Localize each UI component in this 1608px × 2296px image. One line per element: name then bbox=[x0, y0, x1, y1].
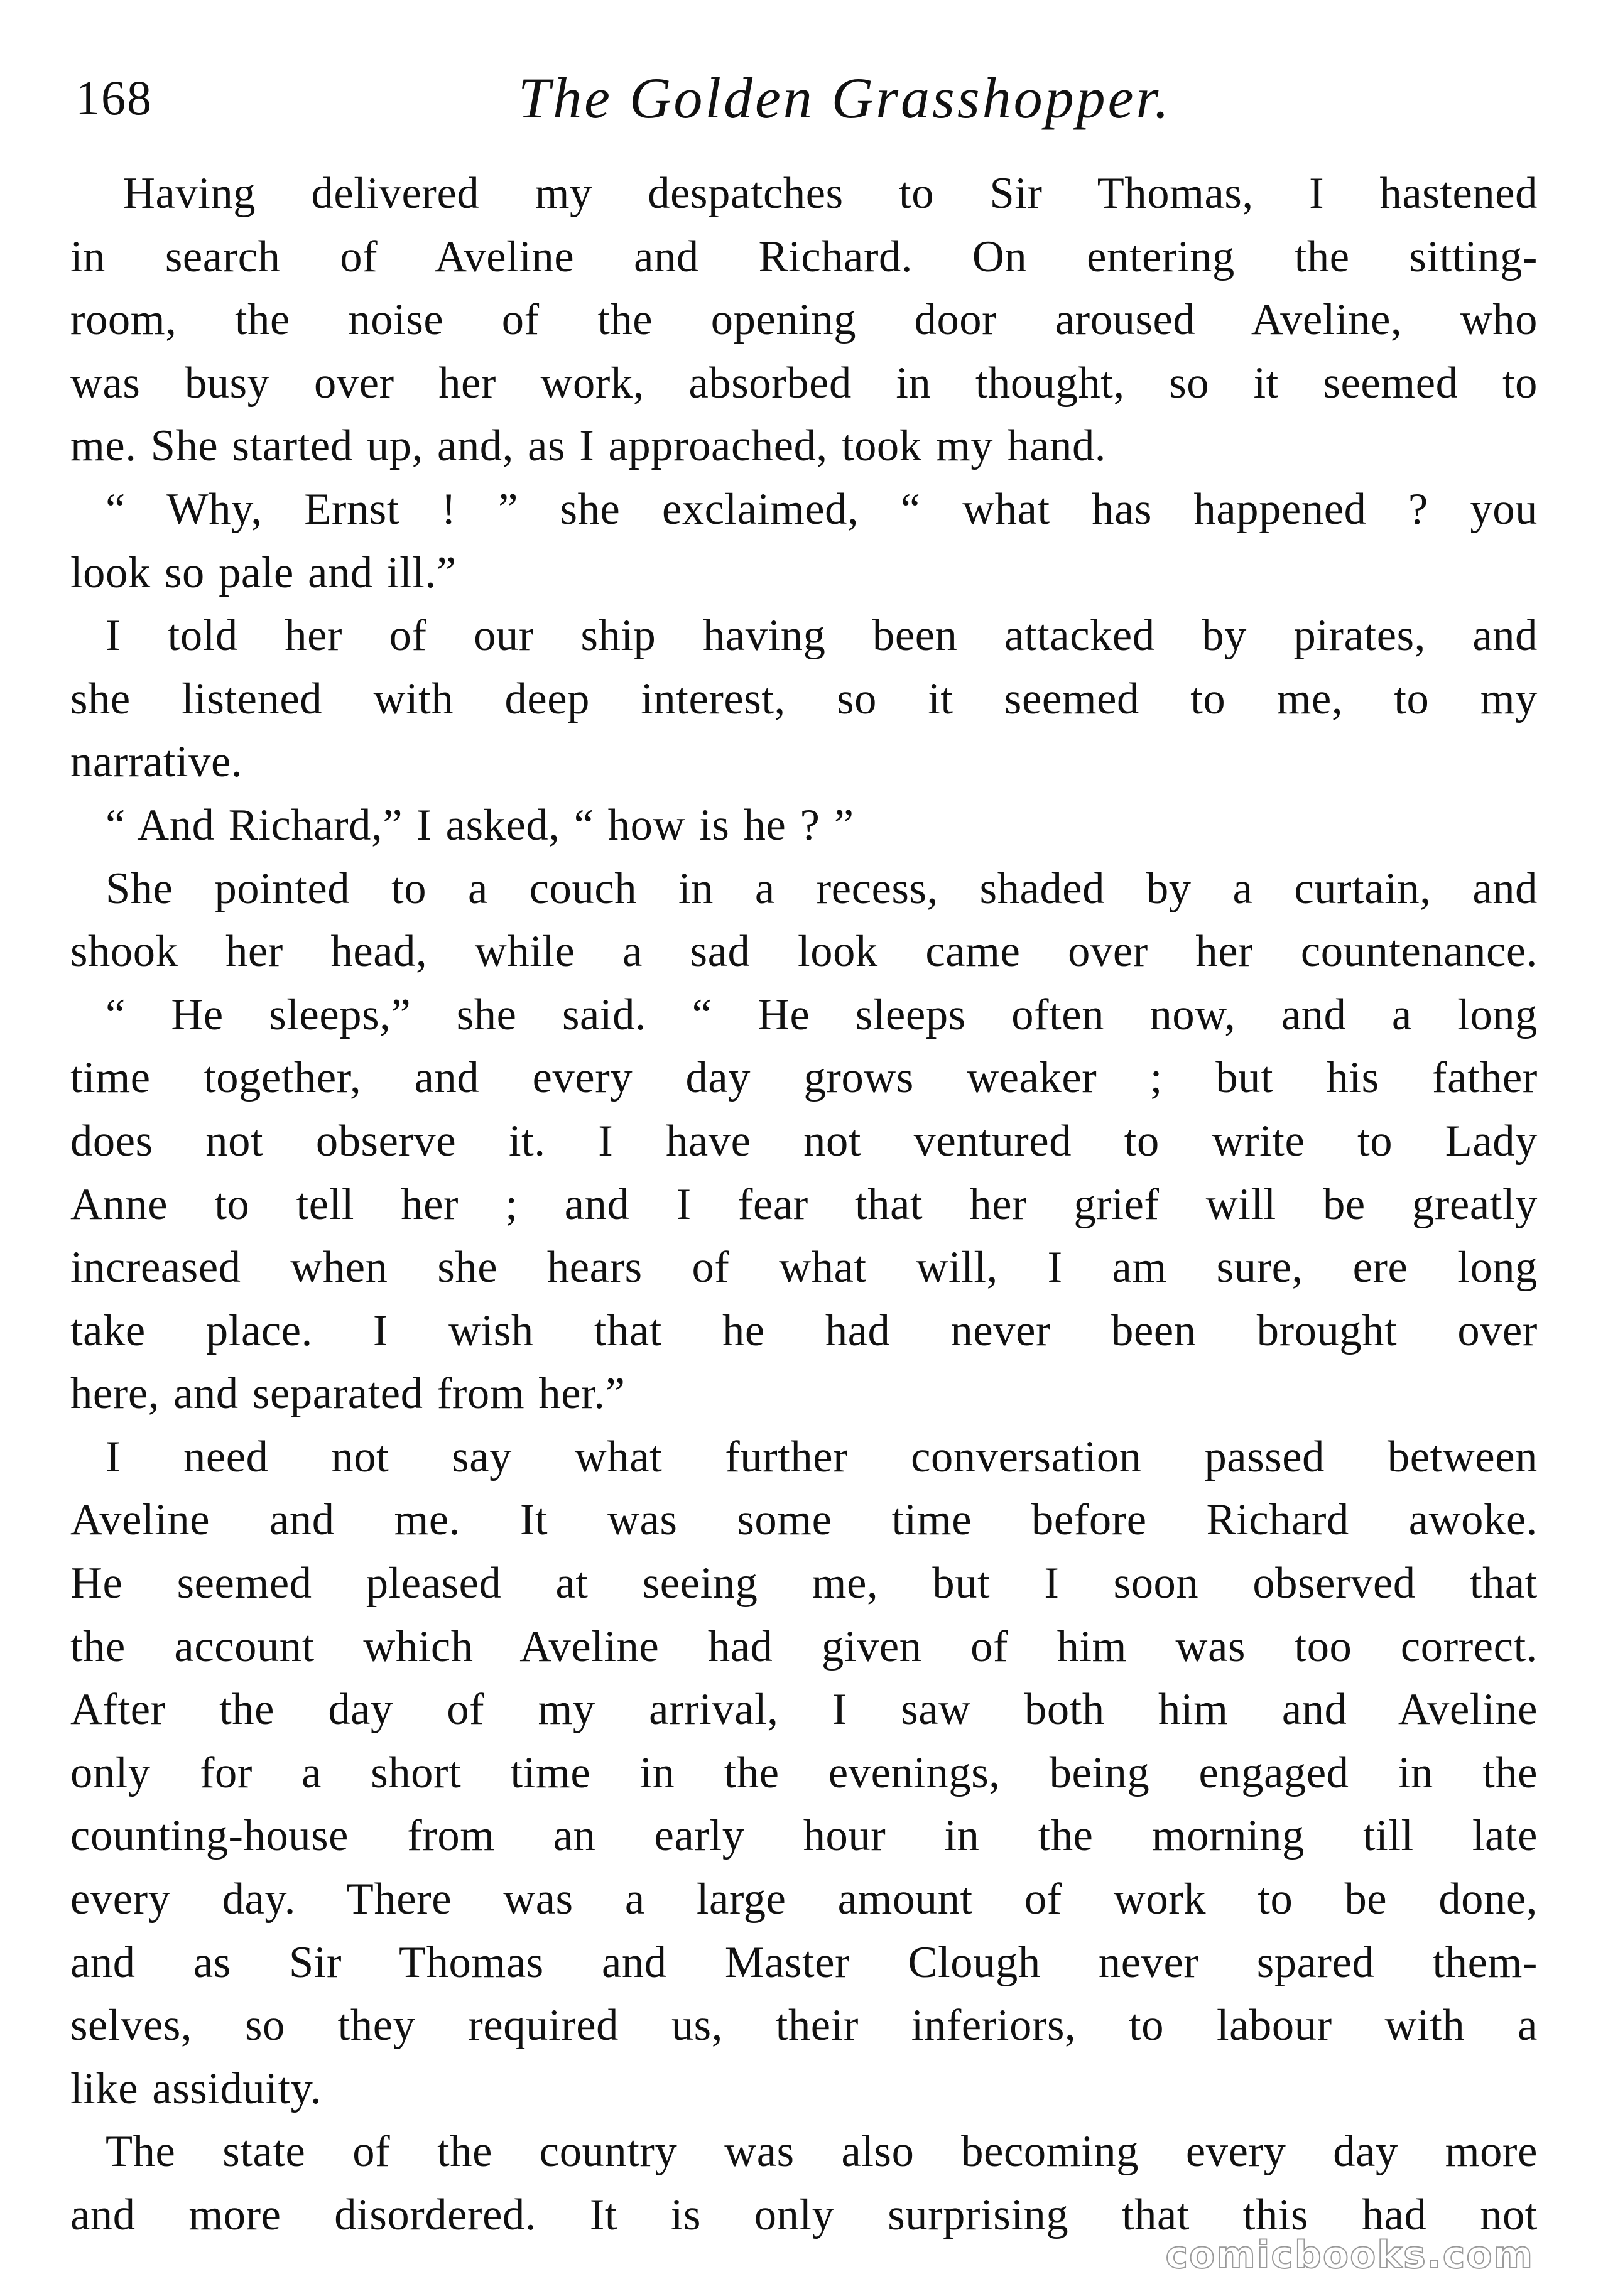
text-line: Having delivered my despatches to Sir Thomas, I hastened bbox=[123, 169, 1538, 218]
page-number: 168 bbox=[75, 70, 153, 125]
text-line: He seemed pleased at seeing me, but I soon observed that bbox=[70, 1559, 1538, 1608]
text-line: me. She started up, and, as I approached, took my hand. bbox=[70, 421, 1107, 471]
paragraph bbox=[70, 478, 1538, 604]
text-line: room, the noise of the opening door aroused Aveline, who bbox=[70, 295, 1538, 345]
running-head bbox=[75, 60, 1539, 136]
text-line: the account which Aveline had given of him was too correct. bbox=[70, 1622, 1538, 1671]
text-line: look so pale and ill.” bbox=[70, 548, 457, 597]
text-line: She pointed to a couch in a recess, shaded by a curtain, and bbox=[106, 864, 1538, 913]
text-line: After the day of my arrival, I saw both him and Aveline bbox=[70, 1685, 1538, 1735]
text-line: I told her of our ship having been attacked by pirates, and bbox=[106, 611, 1538, 661]
text-line: “ He sleeps,” she said. “ He sleeps often now, and a long bbox=[106, 990, 1538, 1039]
text-line: was busy over her work, absorbed in thought, so it seemed to bbox=[70, 358, 1538, 408]
text-line: in search of Aveline and Richard. On entering the sitting- bbox=[70, 232, 1538, 281]
text-line: does not observe it. I have not ventured to write to Lady bbox=[70, 1116, 1538, 1166]
text-line: here, and separated from her.” bbox=[70, 1369, 626, 1419]
paragraph bbox=[70, 604, 1538, 794]
text-line: I need not say what further conversation passed between bbox=[106, 1432, 1538, 1481]
text-line: Anne to tell her ; and I fear that her grief will be greatly bbox=[70, 1179, 1538, 1229]
text-line: and as Sir Thomas and Master Clough never spared them- bbox=[70, 1937, 1538, 1987]
text-line: and more disordered. It is only surprising that this had not bbox=[70, 2190, 1538, 2239]
text-line: only for a short time in the evenings, being engaged in the bbox=[70, 1748, 1538, 1797]
body-text bbox=[70, 162, 1538, 2247]
text-line: narrative. bbox=[70, 737, 243, 787]
paragraph bbox=[70, 162, 1538, 478]
paragraph bbox=[70, 794, 1538, 857]
text-line: selves, so they required us, their inferiors, to labour with a bbox=[70, 2001, 1538, 2050]
text-line: every day. There was a large amount of work to be done, bbox=[70, 1875, 1538, 1924]
text-line: take place. I wish that he had never been brought over bbox=[70, 1306, 1538, 1355]
paragraph bbox=[70, 2120, 1538, 2246]
paragraph bbox=[70, 857, 1538, 983]
text-line: “ Why, Ernst ! ” she exclaimed, “ what has happened ? you bbox=[106, 484, 1538, 534]
text-line: counting-house from an early hour in the morning till late bbox=[70, 1811, 1538, 1861]
text-line: “ And Richard,” I asked, “ how is he ? ” bbox=[106, 800, 854, 850]
text-line: shook her head, while a sad look came over her countenance. bbox=[70, 927, 1538, 977]
text-line: she listened with deep interest, so it seemed to me, to my bbox=[70, 674, 1538, 723]
paragraph bbox=[70, 983, 1538, 1426]
text-line: The state of the country was also becoming every day more bbox=[106, 2127, 1538, 2177]
text-line: time together, and every day grows weaker ; but his father bbox=[70, 1053, 1538, 1103]
text-line: Aveline and me. It was some time before Richard awoke. bbox=[70, 1495, 1538, 1545]
text-line: like assiduity. bbox=[70, 2064, 322, 2113]
paragraph bbox=[70, 1426, 1538, 2121]
watermark-logo: comicbooks.com bbox=[1165, 2233, 1534, 2277]
running-title: The Golden Grasshopper. bbox=[518, 66, 1172, 130]
text-line: increased when she hears of what will, I am sure, ere long bbox=[70, 1243, 1538, 1292]
